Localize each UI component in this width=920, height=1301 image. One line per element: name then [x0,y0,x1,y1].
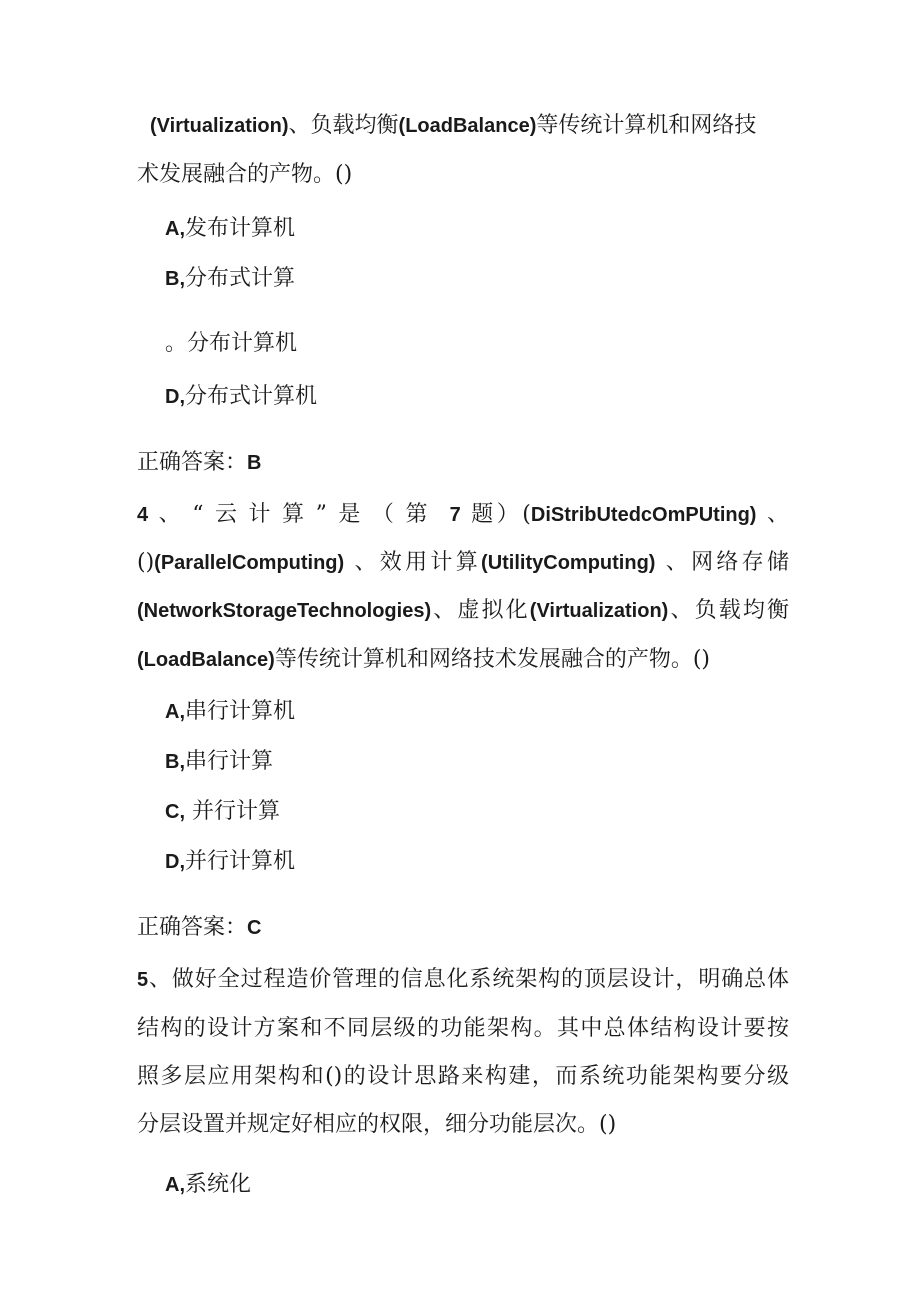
q4-term-loadbalance: (LoadBalance) [137,649,275,671]
question-number: 4 [137,504,149,526]
option-key: A, [165,218,185,240]
answer-label: 正确答案： [137,450,248,475]
option-text: 串行计算 [185,749,274,774]
q5-option-a [165,1170,251,1200]
q4-text: 、虚拟化 [431,598,530,623]
q4-line-3 [137,596,789,626]
q4-text: 、 [767,502,790,527]
q4-text: 、负载均衡 [668,598,789,623]
q4-text: 题）( [471,502,531,527]
q4-blank: () [137,550,155,575]
option-key: D, [165,851,185,873]
option-text: 并行计算 [185,799,280,824]
option-text: 分布式计算 [185,266,296,291]
q3-text: 、负载均衡 [288,113,399,138]
q4-text: 等传统计算机和网络技术发展融合的产物。() [274,647,710,672]
q4-option-c [165,797,280,827]
option-text: 系统化 [185,1172,252,1197]
q3-answer [137,448,261,478]
q4-option-b [165,747,273,777]
option-text: 分布式计算机 [185,384,318,409]
option-text: 串行计算机 [185,699,296,724]
q3-option-c [165,329,297,359]
q3-option-b [165,264,295,294]
q3-option-d [165,382,317,412]
q3-option-a [165,214,295,244]
q3-term-virtualization: (Virtualization) [150,115,289,137]
q4-line-2 [137,548,789,578]
answer-label: 正确答案： [137,915,248,940]
option-key: A, [165,1174,185,1196]
q3-line-2: 术发展融合的产物。() [137,162,353,187]
option-key: A, [165,701,185,723]
q4-text: 、效用计算 [354,550,482,575]
q3-line-1 [150,111,756,141]
q4-term-distributed: DiStribUtedcOmPUting) [530,504,757,526]
option-text: 。分布计算机 [165,331,298,356]
q4-option-a [165,697,295,727]
q4-line-4 [137,645,710,675]
q3-term-loadbalance: (LoadBalance) [398,115,537,137]
q4-term-networkstorage: (NetworkStorageTechnologies) [137,600,432,622]
answer-value: B [247,452,262,474]
question-number: 5 [137,969,149,991]
q4-answer [137,913,261,943]
option-key: C, [165,801,185,823]
q4-text: 、网络存储 [665,550,789,575]
q5-line-1 [137,965,789,995]
option-key: B, [165,268,185,290]
q4-number-7: 7 [449,504,461,526]
option-key: D, [165,386,185,408]
q5-line-3: 照多层应用架构和()的设计思路来构建，而系统功能架构要分级 [137,1064,789,1089]
q4-term-virtualization: (Virtualization) [529,600,669,622]
q4-term-parallel: (ParallelComputing) [154,552,345,574]
option-text: 并行计算机 [185,849,296,874]
q5-line-2: 结构的设计方案和不同层级的功能架构。其中总体结构设计要按 [137,1016,789,1041]
q5-line-4: 分层设置并规定好相应的权限，细分功能层次。() [137,1112,617,1137]
option-text: 发布计算机 [185,216,296,241]
option-key: B, [165,751,185,773]
q4-term-utility: (UtilityComputing) [481,552,656,574]
q4-option-d [165,847,295,877]
q4-line-1 [137,500,789,530]
q5-text: 、做好全过程造价管理的信息化系统架构的顶层设计，明确总体 [148,967,789,992]
answer-value: C [247,917,262,939]
q4-text: 、“云计算”是（第 [158,502,440,527]
q3-text: 等传统计算机和网络技 [536,113,757,138]
